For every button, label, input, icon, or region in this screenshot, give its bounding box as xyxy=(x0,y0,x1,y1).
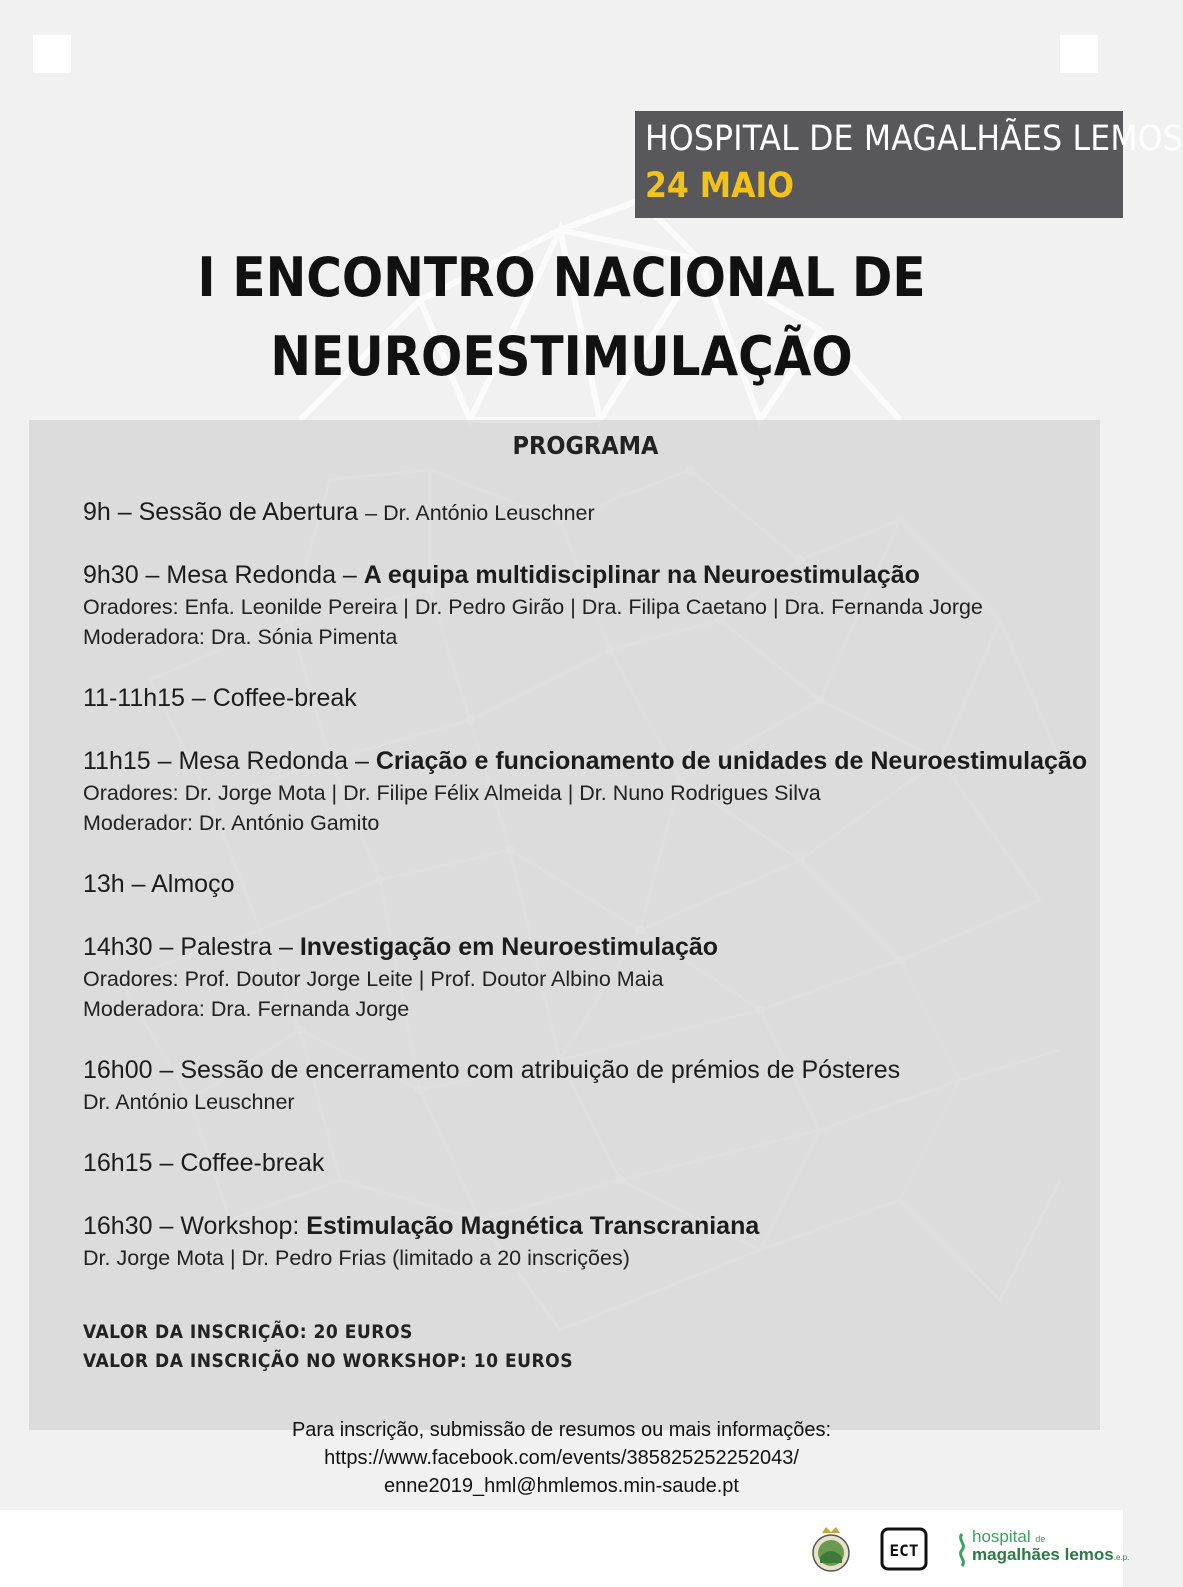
contact-email-link[interactable]: enne2019_hml@hmlemos.min-saude.pt xyxy=(384,1475,739,1497)
ect-logo-text: ECT xyxy=(889,1541,919,1560)
program-item xyxy=(83,1053,1083,1117)
event-date: 24 MAIO xyxy=(645,166,794,206)
program-item xyxy=(83,1146,1083,1180)
contact-info xyxy=(0,1416,1123,1500)
event-title-line1: I ENCONTRO NACIONAL DE xyxy=(197,246,926,309)
item-speakers: Oradores: Dr. Jorge Mota | Dr. Filipe Félix Almeida | Dr. Nuno Rodrigues Silva xyxy=(83,781,821,805)
item-time-title: 14h30 – Palestra – xyxy=(83,933,300,961)
program-item-heading: 16h00 – Sessão de encerramento com atribuição de prémios de Pósteres xyxy=(83,1056,901,1084)
program-item-heading xyxy=(83,495,1083,529)
program-item xyxy=(83,1209,1083,1273)
item-speaker: – Dr. António Leuschner xyxy=(365,501,595,525)
item-moderator: Moderador: Dr. António Gamito xyxy=(83,811,380,835)
item-topic: Estimulação Magnética Transcraniana xyxy=(306,1212,760,1240)
program-list xyxy=(83,495,1088,1302)
hospital-logo xyxy=(955,1527,1130,1572)
corner-mark-right xyxy=(1060,35,1098,73)
program-item xyxy=(83,681,1083,715)
program-item-heading xyxy=(83,1209,1083,1243)
venue-banner xyxy=(635,111,1183,218)
hml-logo-ep: .e.p. xyxy=(1113,1553,1130,1562)
venue-name: HOSPITAL DE MAGALHÃES LEMOS xyxy=(645,119,1183,159)
program-item-heading: 16h15 – Coffee-break xyxy=(83,1149,325,1177)
program-item-heading xyxy=(83,558,1083,592)
item-topic: Criação e funcionamento de unidades de Neuroestimulação xyxy=(375,747,1088,775)
program-item xyxy=(83,558,1083,652)
program-item-heading xyxy=(83,930,1083,964)
hml-symbol-icon xyxy=(955,1532,969,1568)
item-moderator: Moderadora: Dra. Fernanda Jorge xyxy=(83,997,410,1021)
item-time-title: 11h15 – Mesa Redonda – xyxy=(83,747,376,775)
facebook-event-link[interactable]: https://www.facebook.com/events/385825252252043/ xyxy=(324,1447,799,1469)
contact-intro: Para inscrição, submissão de resumos ou mais informações: xyxy=(291,1419,832,1441)
seal-logo-icon xyxy=(810,1525,852,1573)
item-topic: A equipa multidisciplinar na Neuroestimulação xyxy=(363,561,920,589)
corner-mark-left xyxy=(33,35,71,73)
event-title-line2: NEUROESTIMULAÇÃO xyxy=(270,325,853,388)
item-time-title: 9h – Sessão de Abertura xyxy=(83,498,366,526)
workshop-fee: VALOR DA INSCRIÇÃO NO WORKSHOP: 10 EUROS xyxy=(83,1350,574,1372)
program-item xyxy=(83,867,1083,901)
registration-fees xyxy=(83,1318,573,1376)
item-speakers: Dr. Jorge Mota | Dr. Pedro Frias (limitado a 20 inscrições) xyxy=(83,1246,630,1270)
hml-logo-line1 xyxy=(972,1527,1045,1547)
program-item xyxy=(83,495,1083,529)
program-heading: PROGRAMA xyxy=(512,431,659,460)
program-item-heading: 11-11h15 – Coffee-break xyxy=(83,684,357,712)
program-item xyxy=(83,930,1083,1024)
item-time-title: 9h30 – Mesa Redonda – xyxy=(83,561,364,589)
hml-logo-line2 xyxy=(972,1545,1129,1565)
registration-fee: VALOR DA INSCRIÇÃO: 20 EUROS xyxy=(83,1321,413,1343)
hml-logo-word: hospital xyxy=(972,1527,1031,1546)
program-item-heading xyxy=(83,744,1088,778)
item-moderator: Moderadora: Dra. Sónia Pimenta xyxy=(83,625,398,649)
item-time-title: 16h30 – Workshop: xyxy=(83,1212,307,1240)
event-title xyxy=(0,238,1123,396)
program-item-heading: 13h – Almoço xyxy=(83,870,235,898)
ect-logo-icon xyxy=(880,1527,928,1571)
item-speakers: Oradores: Prof. Doutor Jorge Leite | Prof. Doutor Albino Maia xyxy=(83,967,664,991)
item-topic: Investigação em Neuroestimulação xyxy=(299,933,719,961)
program-item xyxy=(83,744,1088,838)
item-speakers: Dr. António Leuschner xyxy=(83,1090,295,1114)
hml-logo-de: de xyxy=(1035,1534,1046,1544)
item-speakers: Oradores: Enfa. Leonilde Pereira | Dr. Pedro Girão | Dra. Filipa Caetano | Dra. Fernanda Jorge xyxy=(83,595,983,619)
hml-logo-name: magalhães lemos xyxy=(972,1545,1114,1564)
